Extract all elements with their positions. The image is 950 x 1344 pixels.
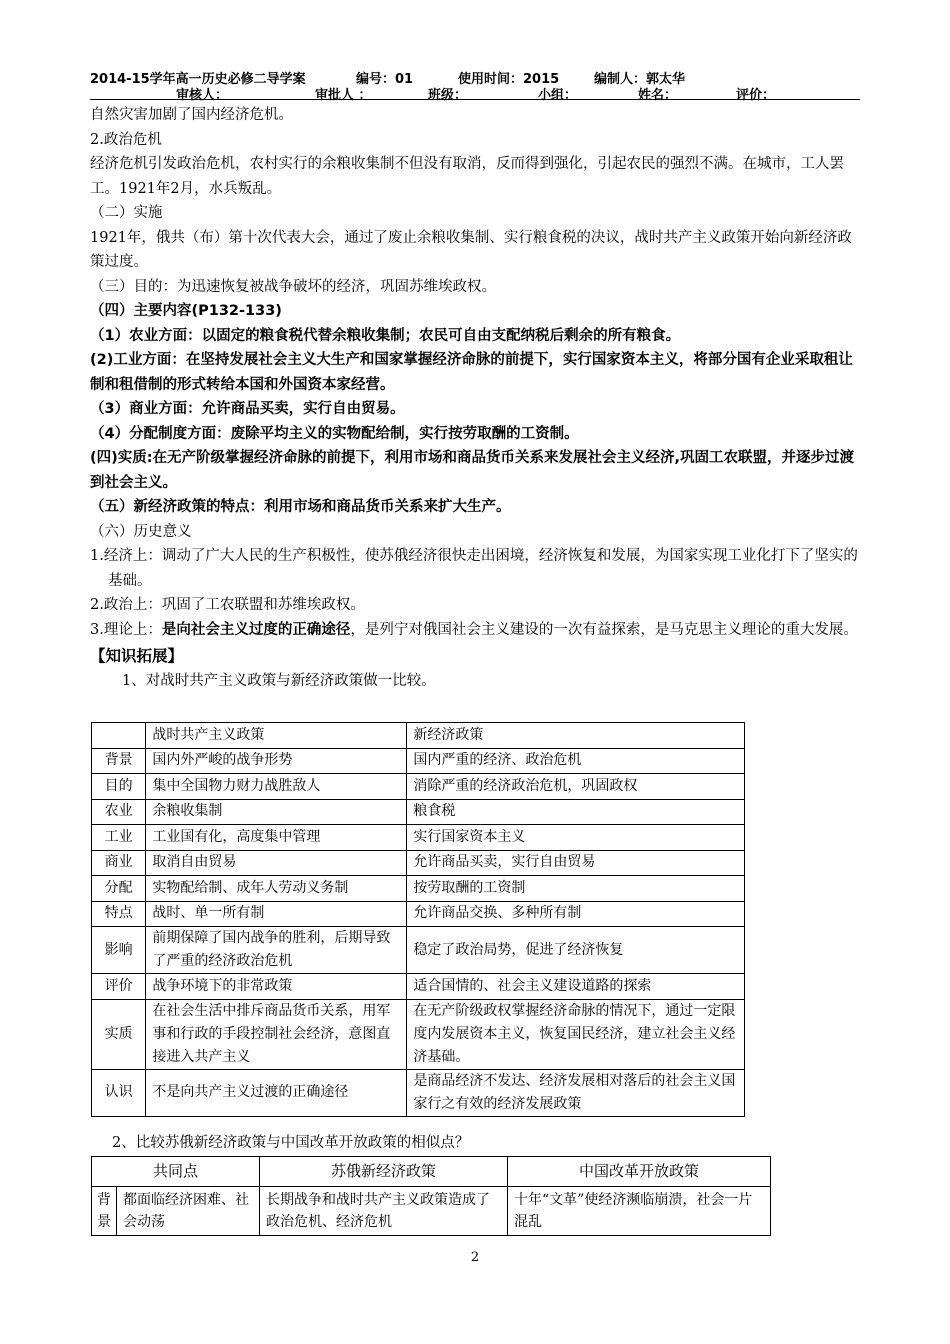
table-cell: 长期战争和战时共产主义政策造成了政治危机、经济危机 xyxy=(260,1187,508,1236)
significance-item: 1.经济上：调动了广大人民的生产积极性，使苏俄经济很快走出困境，经济恢复和发展，为国家实现工业化打下了坚实的基础。 xyxy=(90,548,858,589)
table-cell: 在无产阶级政权掌握经济命脉的情况下，通过一定限度内发展资本主义，恢复国民经济，建立社会主义经济基础。 xyxy=(407,999,745,1069)
page-number: 2 xyxy=(470,1250,480,1265)
table-row xyxy=(92,774,745,800)
section-heading: 2.政治危机 xyxy=(90,131,162,148)
document-body xyxy=(90,103,860,693)
table-cell: 不是向共产主义过渡的正确途径 xyxy=(146,1069,407,1116)
policy-comparison-table xyxy=(91,722,745,1117)
table-row xyxy=(92,1069,745,1116)
table-row xyxy=(92,974,745,1000)
approver-field: 审批人 ： xyxy=(315,88,372,103)
row-label: 背景 xyxy=(92,748,146,774)
similarity-table xyxy=(91,1156,771,1236)
row-label: 分配 xyxy=(92,876,146,902)
row-label: 特点 xyxy=(92,901,146,927)
table-cell: 实行国家资本主义 xyxy=(407,825,745,851)
essence-paragraph: (四)实质:在无产阶级掌握经济命脉的前提下，利用市场和商品货币关系来发展社会主义经济,巩固工农联盟，并逐步过渡到社会主义。 xyxy=(90,450,855,491)
table-cell: 国内外严峻的战争形势 xyxy=(146,748,407,774)
table-header-cell xyxy=(92,723,146,749)
features-paragraph: （五）新经济政策的特点：利用市场和商品货币关系来扩大生产。 xyxy=(90,499,511,515)
table-row xyxy=(92,799,745,825)
use-time: 使用时间：2015 xyxy=(458,72,560,87)
table-cell: 在社会生活中排斥商品货币关系，用军事和行政的手段控制社会经济，意图直接进入共产主义 xyxy=(146,999,407,1069)
table-row xyxy=(92,825,745,851)
paragraph: 经济危机引发政治危机，农村实行的余粮收集制不但没有取消，反而得到强化，引起农民的强烈不满。在城市，工人罢工。1921年2月，水兵叛乱。 xyxy=(90,156,844,197)
significance-label: 3.理论上： xyxy=(90,621,162,638)
table-cell: 允许商品交换、多种所有制 xyxy=(407,901,745,927)
significance-item xyxy=(90,618,860,643)
content-item: （4）分配制度方面：废除平均主义的实物配给制，实行按劳取酬的工资制。 xyxy=(90,425,579,442)
table-cell: 实物配给制、成年人劳动义务制 xyxy=(146,876,407,902)
row-label: 目的 xyxy=(92,774,146,800)
table-cell: 战时、单一所有制 xyxy=(146,901,407,927)
row-label: 背景 xyxy=(92,1187,117,1236)
table-cell: 国内严重的经济、政治危机 xyxy=(407,748,745,774)
group-field: 小组： xyxy=(538,88,578,103)
content-item: (2)工业方面：在坚持发展社会主义大生产和国家掌握经济命脉的前提下，实行国家资本主义，将部分国有企业采取租让制和租借制的形式转给本国和外国资本家经营。 xyxy=(90,352,853,393)
table-header-cell: 苏俄新经济政策 xyxy=(260,1157,508,1187)
significance-emphasis: 是向社会主义过度的正确途径 xyxy=(161,621,351,638)
table-cell: 十年“文革”使经济濒临崩溃，社会一片混乱 xyxy=(508,1187,771,1236)
table-cell: 都面临经济困难、社会动荡 xyxy=(117,1187,260,1236)
table-cell: 粮食税 xyxy=(407,799,745,825)
table-row xyxy=(92,748,745,774)
row-label: 评价 xyxy=(92,974,146,1000)
name-field: 姓名： xyxy=(638,88,678,103)
table-header-cell: 战时共产主义政策 xyxy=(146,723,407,749)
paragraph: 1921年，俄共（布）第十次代表大会，通过了废止余粮收集制、实行粮食税的决议，战时共产主义政策开始向新经济政策过度。 xyxy=(90,229,852,270)
row-label: 农业 xyxy=(92,799,146,825)
table-cell: 工业国有化，高度集中管理 xyxy=(146,825,407,851)
table-cell: 余粮收集制 xyxy=(146,799,407,825)
class-field: 班级： xyxy=(428,88,468,103)
reviewer-field: 审核人： xyxy=(176,88,229,103)
table-header-cell: 中国改革开放政策 xyxy=(508,1157,771,1187)
header-line-2 xyxy=(90,84,860,103)
table-cell: 按劳取酬的工资制 xyxy=(407,876,745,902)
table-cell: 是商品经济不发达、经济发展相对落后的社会主义国家行之有效的经济发展政策 xyxy=(407,1069,745,1116)
row-label: 认识 xyxy=(92,1069,146,1116)
section-heading: （四）主要内容(P132-133) xyxy=(90,303,282,319)
table-cell: 稳定了政治局势，促进了经济恢复 xyxy=(407,927,745,974)
question-1: 1、对战时共产主义政策与新经济政策做一比较。 xyxy=(122,672,436,689)
content-item: （1）农业方面：以固定的粮食税代替余粮收集制；农民可自由支配纳税后剩余的所有粮食。 xyxy=(90,327,681,344)
table-row xyxy=(92,1187,771,1236)
question-2: 2、比较苏俄新经济政策与中国改革开放政策的相似点？ xyxy=(112,1135,470,1151)
significance-rest: ，是列宁对俄国社会主义建设的一次有益探索，是马克思主义理论的重大发展。 xyxy=(350,621,858,638)
table-cell: 消除严重的经济政治危机，巩固政权 xyxy=(407,774,745,800)
table-row xyxy=(92,999,745,1069)
row-label: 实质 xyxy=(92,999,146,1069)
table-cell: 集中全国物力财力战胜敌人 xyxy=(146,774,407,800)
table-cell: 适合国情的、社会主义建设道路的探索 xyxy=(407,974,745,1000)
table-cell: 取消自由贸易 xyxy=(146,850,407,876)
section-heading: （二）实施 xyxy=(90,205,163,221)
table-row xyxy=(92,901,745,927)
table-row xyxy=(92,850,745,876)
table-header-row xyxy=(92,723,745,749)
paragraph: 自然灾害加剧了国内经济危机。 xyxy=(90,107,293,123)
course-title: 2014-15学年高一历史必修二导学案 xyxy=(90,72,306,87)
evaluation-field: 评价： xyxy=(736,88,776,103)
table-cell: 前期保障了国内战争的胜利，后期导致了严重的经济政治危机 xyxy=(146,927,407,974)
paragraph: （三）目的：为迅速恢复被战争破坏的经济，巩固苏维埃政权。 xyxy=(90,278,496,295)
doc-code: 编号：01 xyxy=(356,72,414,87)
content-item: （3）商业方面：允许商品买卖，实行自由贸易。 xyxy=(90,401,405,417)
row-label: 工业 xyxy=(92,825,146,851)
knowledge-extension-title: 【知识拓展】 xyxy=(90,647,184,665)
table-header-row xyxy=(92,1157,771,1187)
table-row xyxy=(92,927,745,974)
author: 编制人：郭太华 xyxy=(594,72,686,87)
table-cell: 战争环境下的非常政策 xyxy=(146,974,407,1000)
table-cell: 允许商品买卖，实行自由贸易 xyxy=(407,850,745,876)
row-label: 影响 xyxy=(92,927,146,974)
table-header-cell: 新经济政策 xyxy=(407,723,745,749)
section-heading: （六）历史意义 xyxy=(90,523,192,540)
significance-item: 2.政治上：巩固了工农联盟和苏维埃政权。 xyxy=(90,597,365,613)
table-header-cell: 共同点 xyxy=(92,1157,260,1187)
table-row xyxy=(92,876,745,902)
row-label: 商业 xyxy=(92,850,146,876)
